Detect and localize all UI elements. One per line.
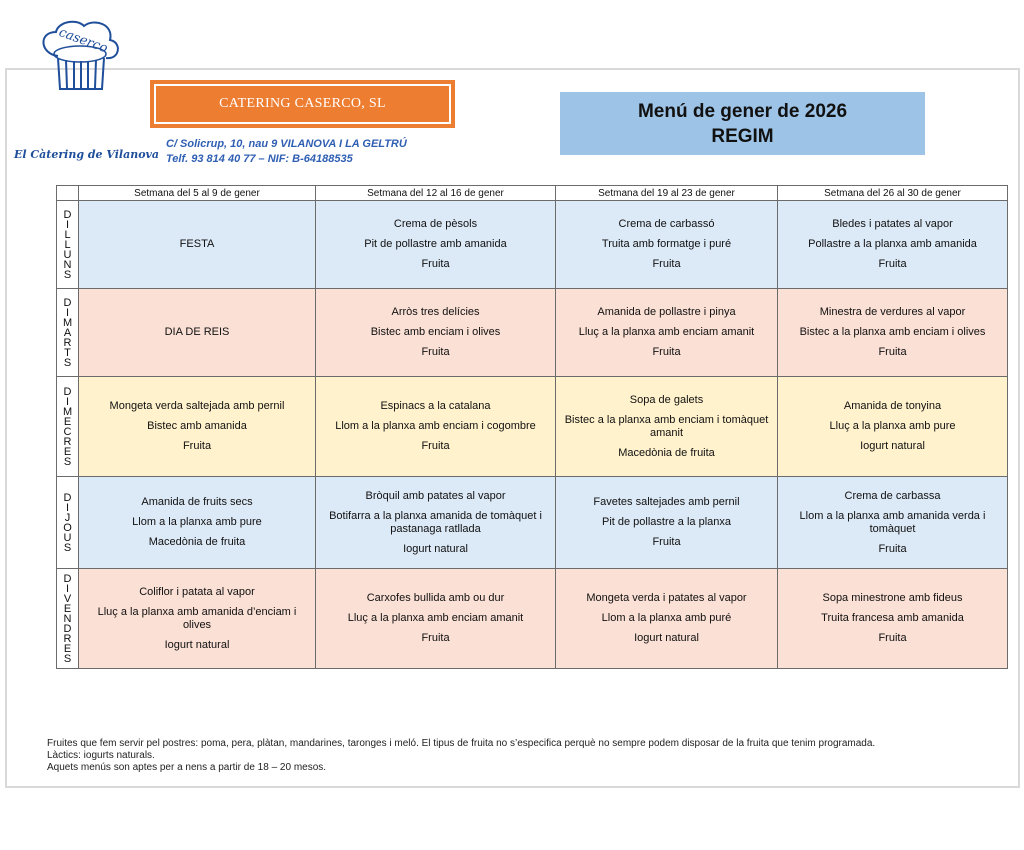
logo-tagline: El Càtering de Vilanova [14, 148, 160, 161]
menu-cell [778, 201, 1008, 289]
chef-hat-logo-icon [10, 14, 140, 109]
menu-cell [556, 289, 778, 377]
dish: Lluç a la planxa amb enciam amanit [578, 326, 755, 338]
dish: Truita francesa amb amanida [821, 612, 964, 624]
dish: Mongeta verda i patates al vapor [586, 592, 747, 604]
dish: Crema de carbassa [844, 489, 941, 502]
day-letter: S [63, 652, 72, 665]
dish: Fruita [421, 258, 450, 270]
dish: Lluç a la planxa amb pure [829, 420, 956, 432]
menu-cell [556, 477, 778, 569]
dish: Pollastre a la planxa amb amanida [808, 238, 977, 250]
menu-cell [778, 377, 1008, 477]
day-letter: E [63, 445, 72, 458]
menu-cell [778, 569, 1008, 669]
address-line: C/ Solicrup, 10, nau 9 VILANOVA I LA GELTRÚ [166, 138, 407, 150]
day-letter: D [63, 208, 72, 221]
day-letter: I [65, 501, 70, 514]
dish: Iogurt natural [164, 638, 230, 651]
dish: Lluç a la planxa amb amanida d’enciam i olives [97, 605, 297, 631]
dish: Llom a la planxa amb amanida verda i tomàquet [799, 509, 986, 535]
menu-cell [316, 569, 556, 669]
day-letter: D [63, 572, 72, 585]
day-letter: O [63, 521, 72, 534]
day-letter: I [65, 395, 70, 408]
dish: Fruita [421, 440, 450, 452]
day-letter: S [63, 268, 72, 281]
day-letter: C [63, 425, 72, 438]
day-letter: V [63, 592, 72, 605]
dish: Fruita [421, 346, 450, 358]
menu-cell [556, 569, 778, 669]
dish: Botifarra a la planxa amanida de tomàquet i pastanaga ratllada [329, 509, 542, 535]
dish: Amanida de pollastre i pinya [597, 306, 736, 318]
dish: Bistec amb enciam i olives [370, 326, 501, 338]
day-row [57, 201, 1008, 289]
dish: Llom a la planxa amb pure [132, 516, 262, 528]
dish: Amanida de fruits secs [141, 496, 253, 508]
dish: Iogurt natural [403, 542, 468, 555]
day-letter: D [63, 385, 72, 398]
menu-cell [79, 201, 316, 289]
day-letter: L [64, 228, 71, 241]
dish: Crema de pèsols [393, 218, 478, 230]
day-letter: D [63, 491, 72, 504]
menu-table [56, 185, 1008, 669]
menu-cell [316, 377, 556, 477]
footer-notes [47, 738, 875, 774]
dish: Bistec amb amanida [147, 420, 247, 432]
dish: Favetes saltejades amb pernil [593, 496, 740, 508]
day-letter: U [63, 248, 72, 261]
day-label [57, 289, 79, 377]
dish: Bròquil amb patates al vapor [365, 489, 506, 502]
day-letter: R [63, 632, 72, 645]
dish: Pit de pollastre a la planxa [601, 516, 732, 528]
menu-cell [79, 569, 316, 669]
menu-cell [556, 377, 778, 477]
menu-cell [79, 377, 316, 477]
dish: Bledes i patates al vapor [832, 218, 953, 230]
day-letter: E [63, 642, 72, 655]
day-label [57, 377, 79, 477]
day-letter: A [63, 326, 72, 339]
dish: FESTA [179, 238, 215, 250]
day-letter: T [64, 346, 71, 359]
week-header: Setmana del 19 al 23 de gener [556, 186, 778, 201]
menu-cell [778, 289, 1008, 377]
day-letter: R [63, 336, 72, 349]
dish: Lluç a la planxa amb enciam amanit [347, 612, 524, 624]
company-address [166, 137, 407, 167]
dish: Fruita [652, 258, 681, 270]
title-line2: REGIM [711, 125, 774, 147]
menu-cell [556, 201, 778, 289]
dish: Macedònia de fruita [148, 536, 246, 548]
corner-cell [57, 186, 79, 201]
day-letter: N [63, 612, 72, 625]
day-letter: R [63, 435, 72, 448]
day-letter: U [63, 531, 72, 544]
day-letter: I [65, 306, 70, 319]
day-label [57, 477, 79, 569]
title-line1: Menú de gener de 2026 [637, 100, 848, 122]
note-ages: Aquets menús son aptes per a nens a partir de 18 – 20 mesos. [47, 762, 327, 773]
menu-title [560, 92, 925, 155]
dish: Minestra de verdures al vapor [819, 306, 966, 318]
dish: Crema de carbassó [618, 218, 715, 230]
dish: Amanida de tonyina [843, 400, 942, 412]
dish: Fruita [652, 346, 681, 358]
dish: Pit de pollastre amb amanida [364, 238, 507, 250]
dish: Llom a la planxa amb puré [601, 612, 732, 624]
day-letter: J [64, 511, 71, 524]
dish: Iogurt natural [634, 632, 699, 644]
day-row [57, 477, 1008, 569]
day-letter: M [63, 316, 73, 329]
day-letter: E [63, 602, 72, 615]
dish: Sopa de galets [629, 393, 704, 406]
note-fruits: Fruites que fem servir pel postres: poma, pera, plàtan, mandarines, taronges i meló. El tipus de fruita no s’especifica perquè no sempre podem disposar de la fruita que tenim programada. [47, 738, 876, 749]
dish: Fruita [182, 440, 212, 452]
dish: Carxofes bullida amb ou dur [366, 592, 505, 604]
week-header: Setmana del 12 al 16 de gener [316, 186, 556, 201]
day-letter: I [65, 582, 70, 595]
logo-brand: caserco [56, 24, 110, 57]
dish: Iogurt natural [860, 440, 925, 452]
day-row [57, 569, 1008, 669]
dish: Espinacs a la catalana [380, 400, 491, 412]
dish: Arròs tres delícies [391, 306, 480, 318]
week-header: Setmana del 26 al 30 de gener [778, 186, 1008, 201]
menu-cell [316, 201, 556, 289]
menu-cell [316, 477, 556, 569]
dish: Llom a la planxa amb enciam i cogombre [335, 420, 536, 432]
day-letter: I [65, 218, 70, 231]
menu-cell [778, 477, 1008, 569]
phone-line: Telf. 93 814 40 77 – NIF: B-64188535 [166, 153, 353, 165]
day-label [57, 569, 79, 669]
day-letter: M [63, 405, 73, 418]
dish: Fruita [421, 632, 450, 644]
dish: Fruita [878, 632, 907, 644]
day-label [57, 201, 79, 289]
company-box [150, 80, 455, 128]
dish: Sopa minestrone amb fideus [822, 592, 963, 604]
dish: Truita amb formatge i puré [601, 238, 732, 250]
day-letter: S [63, 356, 72, 369]
menu-cell [79, 289, 316, 377]
day-letter: D [63, 296, 72, 309]
company-name: CATERING CASERCO, SL [154, 84, 451, 124]
dish: Fruita [652, 536, 681, 548]
menu-cell [79, 477, 316, 569]
day-letter: E [63, 415, 72, 428]
day-letter: S [63, 455, 72, 468]
day-row [57, 289, 1008, 377]
day-letter: L [64, 238, 71, 251]
menu-cell [316, 289, 556, 377]
dish: Bistec a la planxa amb enciam i tomàquet amanit [564, 413, 769, 439]
dish: Fruita [878, 542, 907, 555]
dish: Fruita [878, 346, 907, 358]
dish: DIA DE REIS [164, 326, 230, 338]
week-header: Setmana del 5 al 9 de gener [79, 186, 316, 201]
dish: Bistec a la planxa amb enciam i olives [799, 326, 986, 338]
note-dairy: Làctics: iogurts naturals. [47, 750, 155, 761]
dish: Mongeta verda saltejada amb pernil [109, 400, 285, 412]
day-letter: N [63, 258, 72, 271]
day-row [57, 377, 1008, 477]
dish: Macedònia de fruita [618, 446, 715, 459]
dish: Fruita [878, 258, 907, 270]
dish: Coliflor i patata al vapor [139, 585, 255, 598]
day-letter: D [63, 622, 72, 635]
week-header-row [57, 186, 1008, 201]
day-letter: S [63, 541, 72, 554]
